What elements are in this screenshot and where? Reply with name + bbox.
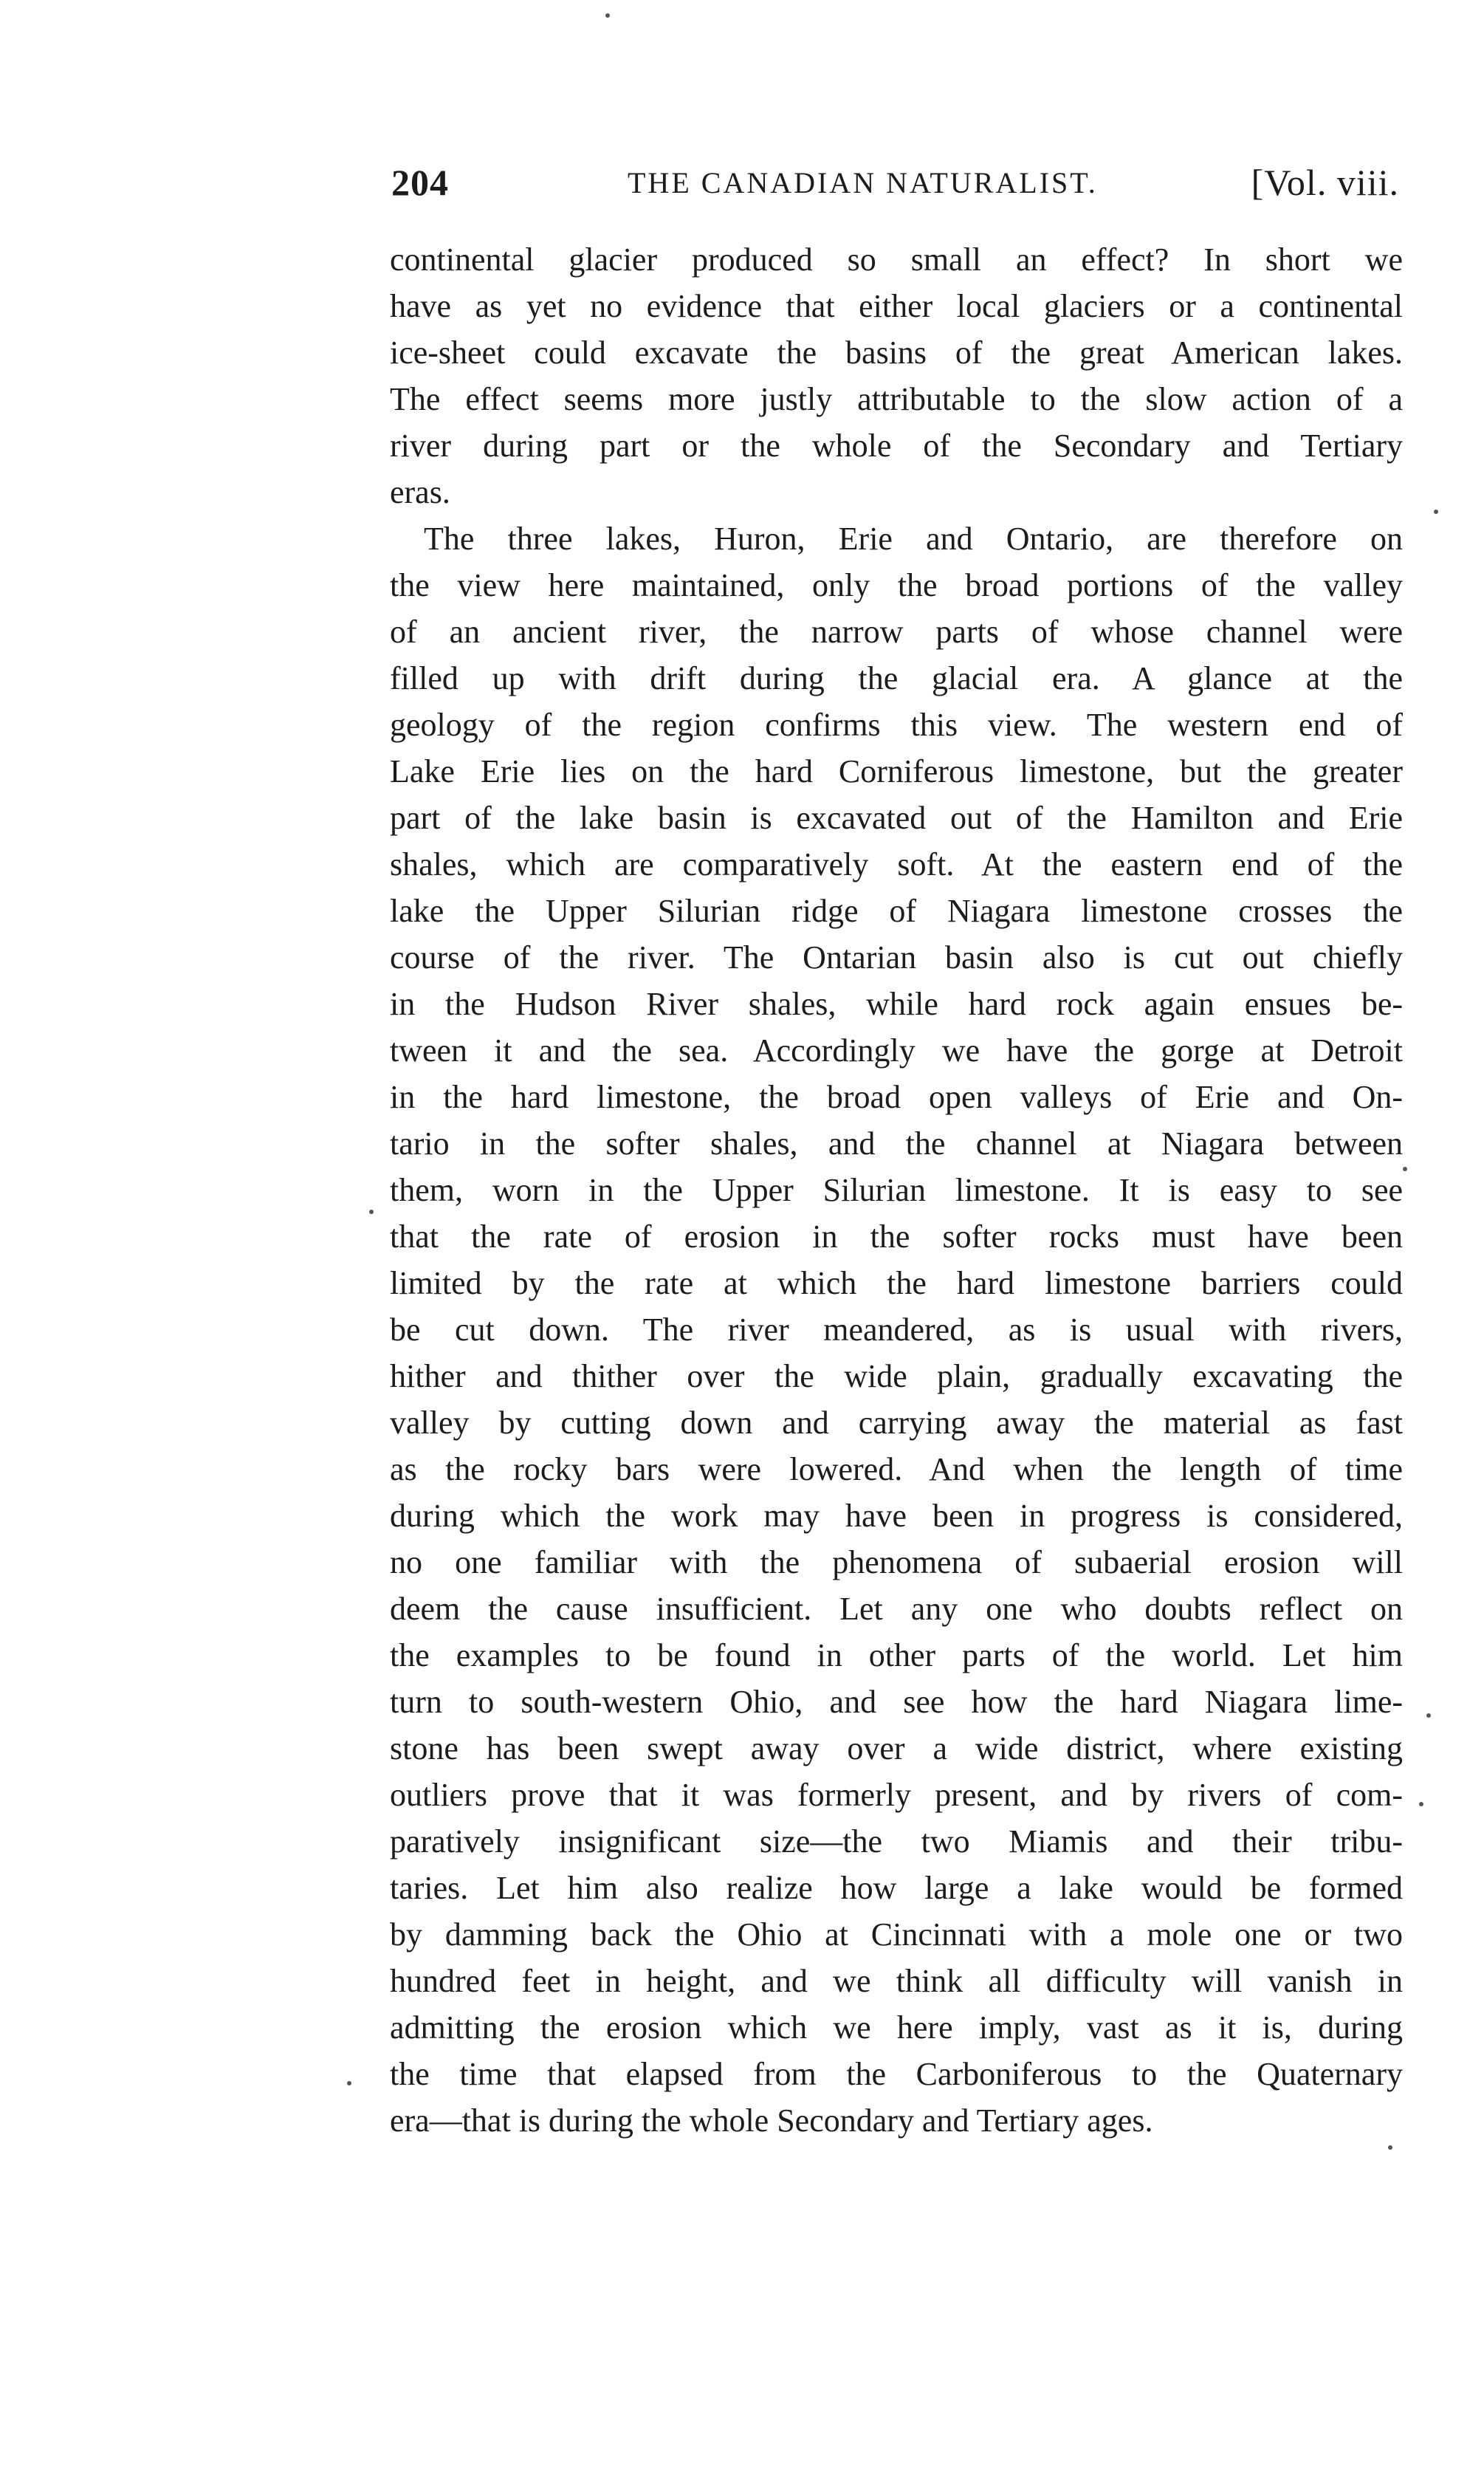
- text-line: be cut down. The river meandered, as is usual with rivers,: [390, 1312, 1403, 1348]
- scan-speck: [369, 1210, 374, 1214]
- running-head: [391, 161, 1399, 213]
- text-line: The three lakes, Huron, Erie and Ontario, are therefore on: [424, 521, 1403, 557]
- text-line: shales, which are comparatively soft. At the eastern end of the: [390, 846, 1403, 882]
- text-line: turn to south-western Ohio, and see how the hard Niagara lime-: [390, 1684, 1403, 1720]
- text-line: filled up with drift during the glacial era. A glance at the: [390, 660, 1403, 696]
- scan-speck: [605, 13, 610, 18]
- text-line: that the rate of erosion in the softer rocks must have been: [390, 1218, 1403, 1255]
- text-line: valley by cutting down and carrying away the material as fast: [390, 1405, 1403, 1441]
- text-line: paratively insignificant size—the two Miamis and their tribu-: [390, 1823, 1403, 1860]
- text-line: the view here maintained, only the broad portions of the valley: [390, 567, 1403, 603]
- text-line: of an ancient river, the narrow parts of whose channel were: [390, 614, 1403, 650]
- text-line: during which the work may have been in progress is considered,: [390, 1498, 1403, 1534]
- text-line: ice-sheet could excavate the basins of the great American lakes.: [390, 335, 1403, 371]
- text-line: part of the lake basin is excavated out of the Hamilton and Erie: [390, 800, 1403, 836]
- text-line: stone has been swept away over a wide district, where existing: [390, 1730, 1403, 1766]
- text-line: The effect seems more justly attributable to the slow action of a: [390, 381, 1403, 417]
- scan-speck: [1419, 1802, 1423, 1806]
- text-line: hither and thither over the wide plain, gradually excavating the: [390, 1358, 1403, 1394]
- text-line: tween it and the sea. Accordingly we have the gorge at Detroit: [390, 1032, 1403, 1069]
- text-line: eras.: [390, 474, 450, 510]
- text-line: river during part or the whole of the Secondary and Tertiary: [390, 428, 1403, 464]
- page-number: 204: [391, 162, 449, 203]
- text-line: admitting the erosion which we here imply, vast as it is, during: [390, 2009, 1403, 2046]
- text-line: hundred feet in height, and we think all difficulty will vanish in: [390, 1963, 1403, 1999]
- scan-speck: [1388, 2145, 1392, 2150]
- text-line: era—that is during the whole Secondary and Tertiary ages.: [390, 2102, 1153, 2139]
- text-line: tario in the softer shales, and the channel at Niagara between: [390, 1125, 1403, 1162]
- text-line: them, worn in the Upper Silurian limestone. It is easy to see: [390, 1172, 1403, 1208]
- text-line: outliers prove that it was formerly present, and by rivers of com-: [390, 1777, 1403, 1813]
- scan-speck: [1434, 510, 1438, 514]
- text-line: continental glacier produced so small an effect? In short we: [390, 241, 1403, 278]
- text-line: have as yet no evidence that either local glaciers or a continental: [390, 288, 1403, 324]
- text-line: by damming back the Ohio at Cincinnati with a mole one or two: [390, 1916, 1403, 1953]
- text-line: taries. Let him also realize how large a lake would be formed: [390, 1870, 1403, 1906]
- text-line: as the rocky bars were lowered. And when the length of time: [390, 1451, 1403, 1487]
- volume-label: [Vol. viii.: [1251, 162, 1399, 203]
- text-line: Lake Erie lies on the hard Corniferous limestone, but the greater: [390, 753, 1403, 789]
- scan-speck: [1403, 1167, 1407, 1171]
- text-line: lake the Upper Silurian ridge of Niagara limestone crosses the: [390, 893, 1403, 929]
- text-line: in the hard limestone, the broad open valleys of Erie and On-: [390, 1079, 1403, 1115]
- scan-speck: [347, 2081, 351, 2085]
- text-line: limited by the rate at which the hard limestone barriers could: [390, 1265, 1403, 1301]
- text-line: in the Hudson River shales, while hard rock again ensues be-: [390, 986, 1403, 1022]
- text-line: course of the river. The Ontarian basin also is cut out chiefly: [390, 939, 1403, 976]
- text-line: the time that elapsed from the Carboniferous to the Quaternary: [390, 2056, 1403, 2092]
- body-text: [390, 236, 1403, 2144]
- text-line: no one familiar with the phenomena of subaerial erosion will: [390, 1544, 1403, 1580]
- text-line: geology of the region confirms this view. The western end of: [390, 707, 1403, 743]
- text-line: the examples to be found in other parts of the world. Let him: [390, 1637, 1403, 1673]
- scan-speck: [1426, 1713, 1431, 1718]
- text-line: deem the cause insufficient. Let any one who doubts reflect on: [390, 1591, 1403, 1627]
- journal-title: THE CANADIAN NATURALIST.: [628, 166, 1098, 199]
